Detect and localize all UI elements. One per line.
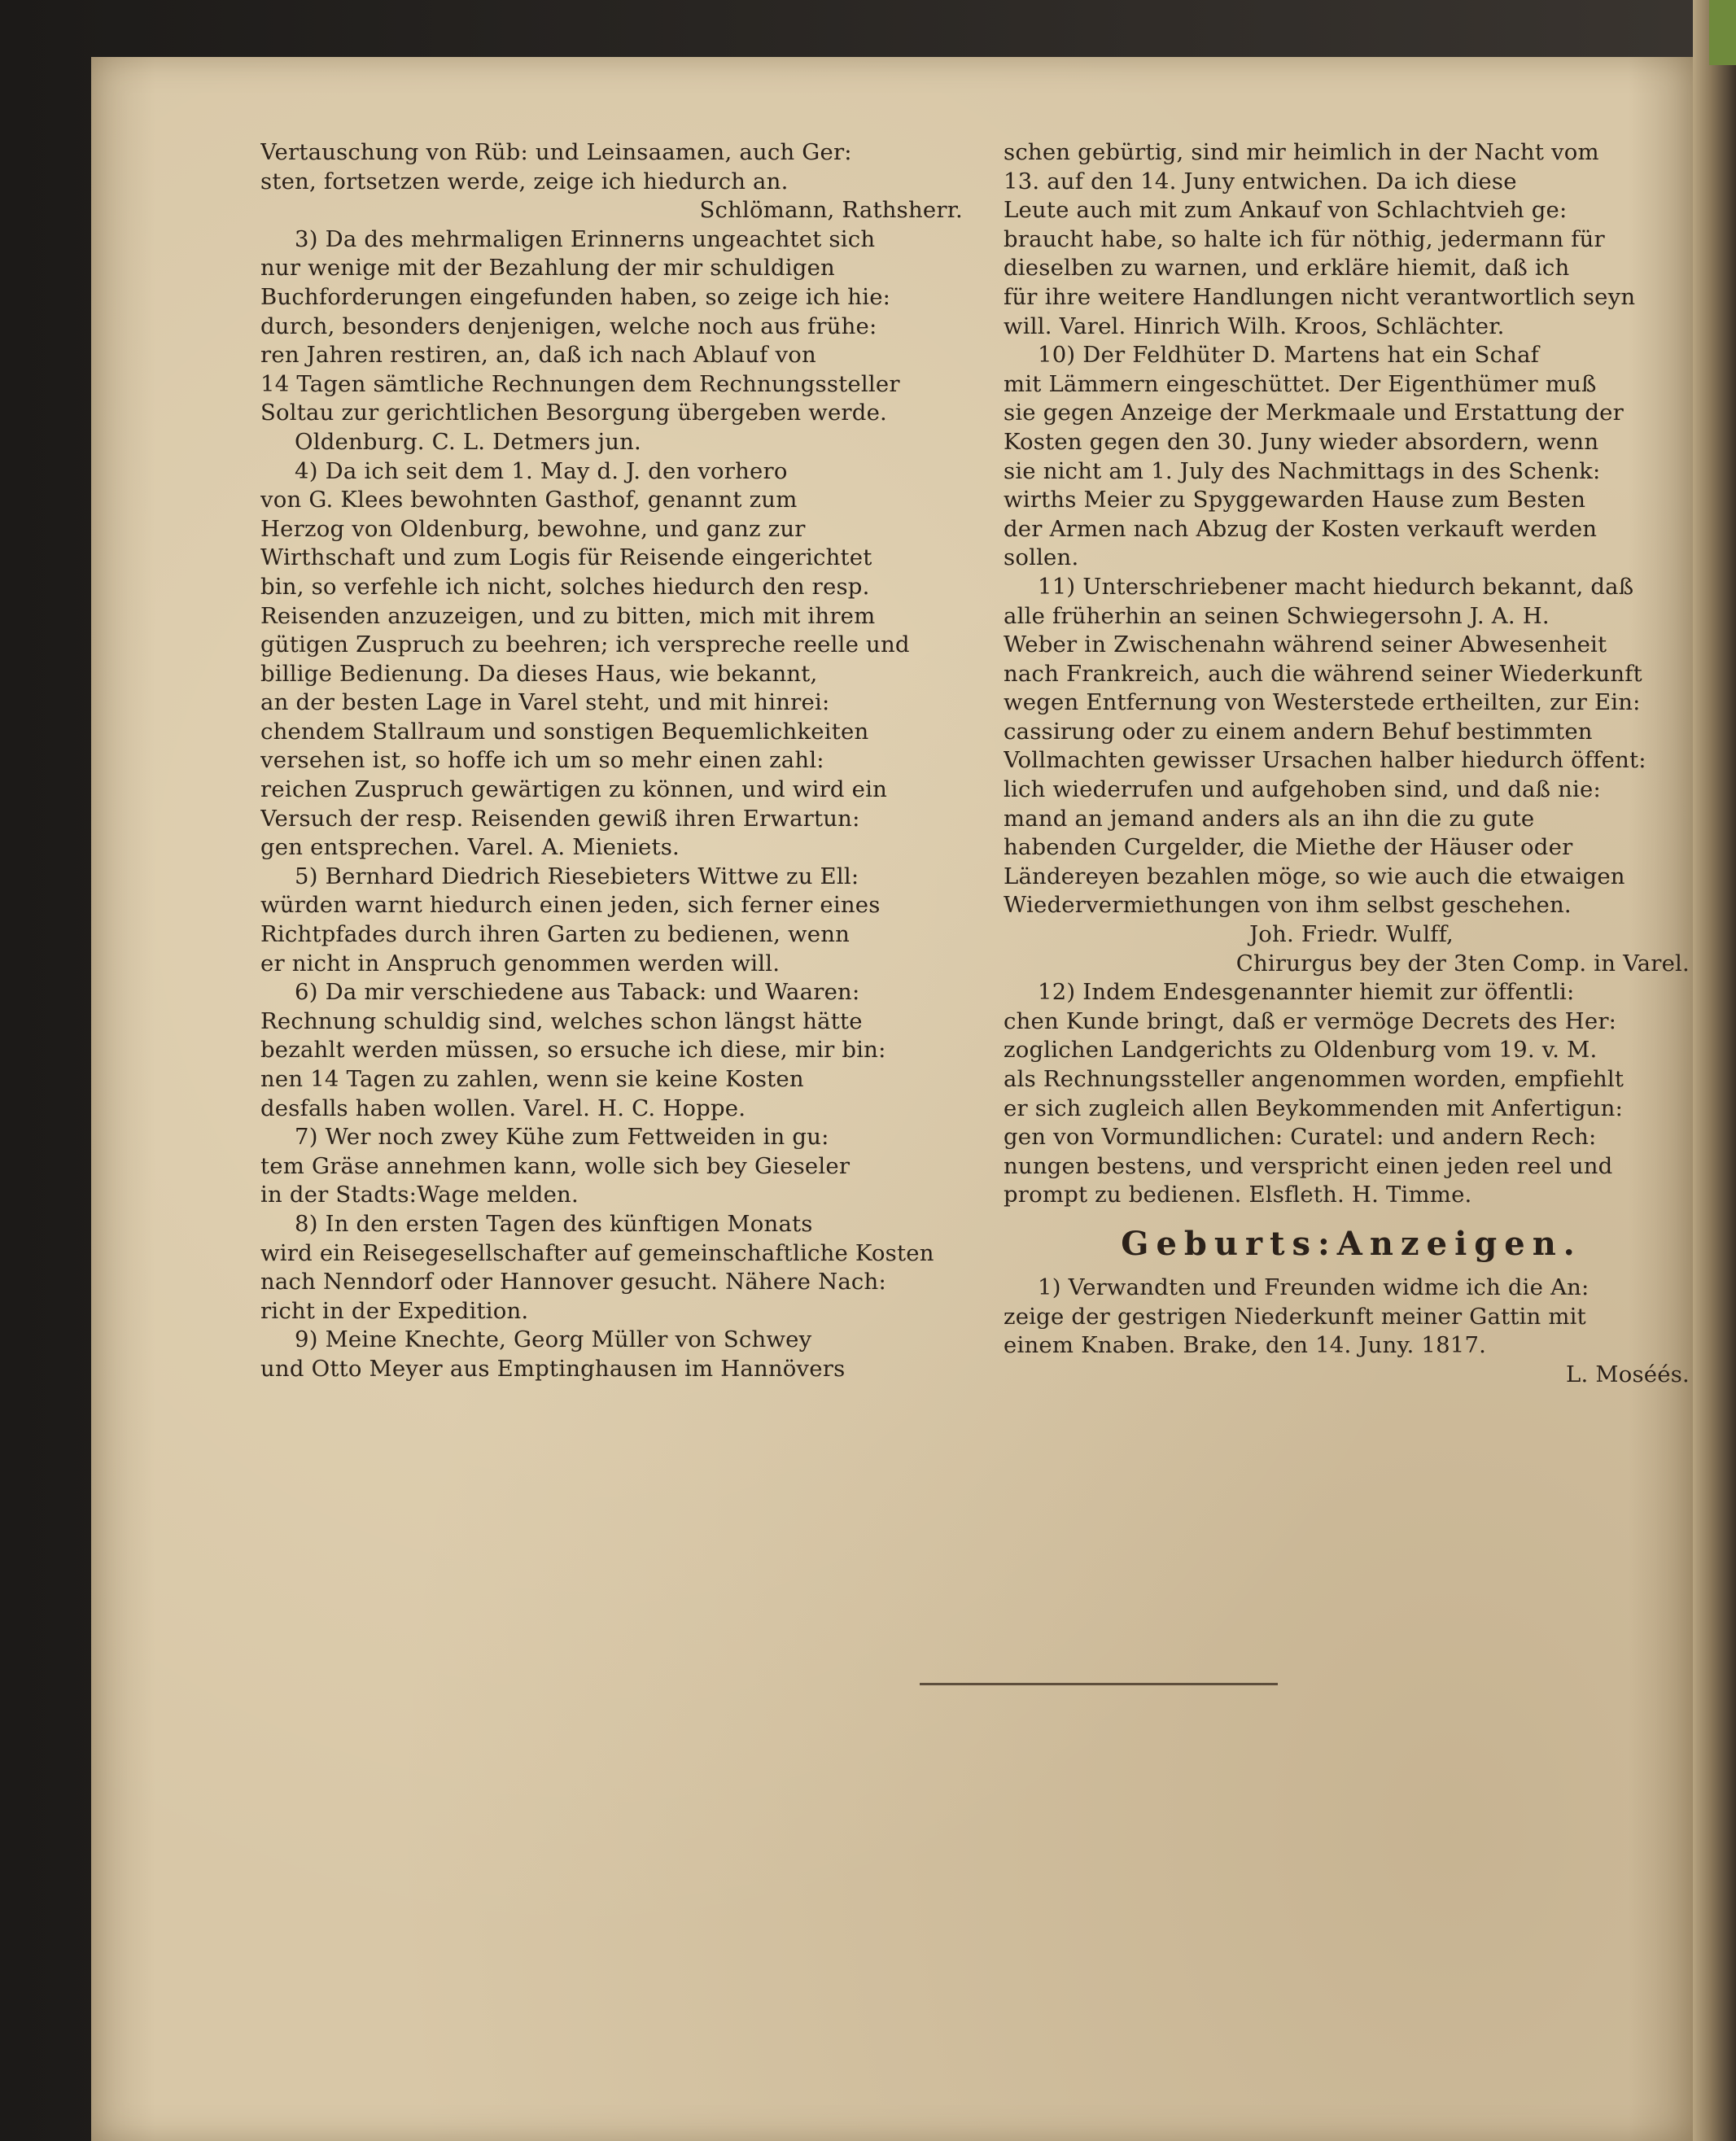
text-line: 8) In den ersten Tagen des künftigen Monats: [295, 1210, 813, 1237]
text-line: 9) Meine Knechte, Georg Müller von Schwey: [295, 1326, 812, 1353]
text-line: 5) Bernhard Diedrich Riesebieters Wittwe zu Ell:: [295, 863, 859, 889]
text-line: an der besten Lage in Varel steht, und mit hinrei:: [260, 689, 830, 716]
text-line: will. Varel. Hinrich Wilh. Kroos, Schlächter.: [1004, 312, 1505, 339]
text-line: gen entsprechen. Varel. A. Mieniets.: [260, 834, 680, 861]
text-line: 10) Der Feldhüter D. Martens hat ein Schaf: [1038, 342, 1540, 369]
text-line: 11) Unterschriebener macht hiedurch bekannt, daß: [1038, 573, 1634, 600]
text-line: nungen bestens, und verspricht einen jeden reel und: [1004, 1152, 1613, 1179]
text-line: prompt zu bedienen. Elsfleth. H. Timme.: [1004, 1182, 1472, 1208]
text-line: sollen.: [1004, 544, 1079, 571]
text-line: würden warnt hiedurch einen jeden, sich ferner eines: [260, 892, 881, 919]
text-line: bin, so verfehle ich nicht, solches hiedurch den resp.: [260, 573, 870, 600]
text-line: in der Stadts:Wage melden.: [260, 1182, 579, 1208]
text-line: braucht habe, so halte ich für nöthig, jedermann für: [1004, 225, 1605, 252]
text-line: mand an jemand anders als an ihn die zu gute: [1004, 805, 1535, 832]
text-line: Vollmachten gewisser Ursachen halber hiedurch öffent:: [1004, 747, 1646, 774]
text-line: Schlömann, Rathsherr.: [699, 197, 963, 224]
text-line: wird ein Reisegesellschafter auf gemeinschaftliche Kosten: [260, 1239, 934, 1266]
section-heading-births: Geburts:Anzeigen.: [1121, 1224, 1582, 1263]
text-line: 3) Da des mehrmaligen Erinnerns ungeachtet sich: [295, 225, 876, 252]
text-line: nach Nenndorf oder Hannover gesucht. Nähere Nach:: [260, 1269, 886, 1296]
text-line: habenden Curgelder, die Miethe der Häuser oder: [1004, 834, 1573, 861]
text-line: einem Knaben. Brake, den 14. Juny. 1817.: [1004, 1332, 1487, 1359]
text-line: Kosten gegen den 30. Juny wieder absordern, wenn: [1004, 428, 1599, 455]
text-line: für ihre weitere Handlungen nicht verantwortlich seyn: [1004, 283, 1636, 310]
text-line: sie nicht am 1. July des Nachmittags in des Schenk:: [1004, 457, 1601, 484]
text-line: chendem Stallraum und sonstigen Bequemlichkeiten: [260, 718, 869, 745]
text-line: tem Gräse annehmen kann, wolle sich bey Gieseler: [260, 1152, 851, 1179]
text-line: sie gegen Anzeige der Merkmaale und Erstattung der: [1004, 400, 1624, 426]
text-line: nach Frankreich, auch die während seiner Wiederkunft: [1004, 660, 1642, 687]
text-line: dieselben zu warnen, und erkläre hiemit, daß ich: [1004, 255, 1570, 282]
text-line: 13. auf den 14. Juny entwichen. Da ich diese: [1004, 168, 1517, 194]
text-line: von G. Klees bewohnten Gasthof, genannt zum: [260, 487, 798, 513]
text-line: Oldenburg. C. L. Detmers jun.: [295, 428, 641, 455]
text-line: Richtpfades durch ihren Garten zu bedienen, wenn: [260, 921, 851, 948]
text-line: wegen Entfernung von Westerstede ertheilten, zur Ein:: [1004, 689, 1641, 716]
text-line: Soltau zur gerichtlichen Besorgung übergeben werde.: [260, 400, 887, 426]
text-line: 12) Indem Endesgenannter hiemit zur öffentli:: [1038, 979, 1575, 1006]
right-text-column: [1004, 138, 1699, 1389]
text-line: chen Kunde bringt, daß er vermöge Decrets des Her:: [1004, 1007, 1617, 1034]
text-line: Vertauschung von Rüb: und Leinsaamen, auch Ger:: [260, 139, 852, 165]
text-line: 4) Da ich seit dem 1. May d. J. den vorhero: [295, 457, 788, 484]
binding-band: [1709, 0, 1736, 65]
text-line: Weber in Zwischenahn während seiner Abwesenheit: [1004, 631, 1607, 658]
text-line: er sich zugleich allen Beykommenden mit Anfertigun:: [1004, 1095, 1624, 1121]
text-line: versehen ist, so hoffe ich um so mehr einen zahl:: [260, 747, 824, 774]
text-line: desfalls haben wollen. Varel. H. C. Hoppe.: [260, 1095, 746, 1121]
text-line: bezahlt werden müssen, so ersuche ich diese, mir bin:: [260, 1037, 886, 1064]
text-line: Wiedervermiethungen von ihm selbst geschehen.: [1004, 892, 1572, 919]
text-line: zoglichen Landgerichts zu Oldenburg vom 19. v. M.: [1004, 1037, 1598, 1064]
text-line: Versuch der resp. Reisenden gewiß ihren Erwartun:: [260, 805, 860, 832]
text-line: mit Lämmern eingeschüttet. Der Eigenthümer muß: [1004, 370, 1597, 397]
text-line: er nicht in Anspruch genommen werden will.: [260, 950, 781, 977]
text-line: 6) Da mir verschiedene aus Taback: und Waaren:: [295, 979, 860, 1006]
text-line: L. Moséés.: [1566, 1361, 1690, 1387]
text-line: Ländereyen bezahlen möge, so wie auch die etwaigen: [1004, 863, 1625, 889]
text-line: schen gebürtig, sind mir heimlich in der Nacht vom: [1004, 139, 1599, 165]
text-line: Reisenden anzuzeigen, und zu bitten, mich mit ihrem: [260, 602, 876, 629]
text-line: wirths Meier zu Spyggewarden Hause zum Besten: [1004, 487, 1586, 513]
text-line: lich wiederrufen und aufgehoben sind, und daß nie:: [1004, 776, 1601, 803]
right-column-lines: [1004, 138, 1699, 1210]
text-line: Rechnung schuldig sind, welches schon längst hätte: [260, 1007, 863, 1034]
text-line: Wirthschaft und zum Logis für Reisende eingerichtet: [260, 544, 872, 571]
text-line: 1) Verwandten und Freunden widme ich die An:: [1038, 1274, 1590, 1300]
text-line: gen von Vormundlichen: Curatel: und andern Rech:: [1004, 1124, 1597, 1151]
text-line: sten, fortsetzen werde, zeige ich hiedurch an.: [260, 168, 789, 194]
text-line: zeige der gestrigen Niederkunft meiner Gattin mit: [1004, 1303, 1586, 1330]
text-line: als Rechnungssteller angenommen worden, empfiehlt: [1004, 1066, 1624, 1092]
text-line: Leute auch mit zum Ankauf von Schlachtvieh ge:: [1004, 197, 1568, 224]
text-line: gütigen Zuspruch zu beehren; ich verspreche reelle und: [260, 631, 910, 658]
text-line: der Armen nach Abzug der Kosten verkauft werden: [1004, 515, 1598, 542]
text-line: Joh. Friedr. Wulff,: [1249, 921, 1454, 948]
text-line: und Otto Meyer aus Emptinghausen im Hannövers: [260, 1355, 846, 1382]
section-divider-rule: [920, 1683, 1278, 1685]
birth-notice-lines: [1004, 1274, 1699, 1389]
left-text-column: [260, 138, 973, 1384]
text-line: ren Jahren restiren, an, daß ich nach Ablauf von: [260, 342, 816, 369]
text-line: billige Bedienung. Da dieses Haus, wie bekannt,: [260, 660, 818, 687]
text-line: nen 14 Tagen zu zahlen, wenn sie keine Kosten: [260, 1066, 804, 1092]
text-line: Herzog von Oldenburg, bewohne, und ganz zur: [260, 515, 806, 542]
text-line: alle früherhin an seinen Schwiegersohn J. A. H.: [1004, 602, 1550, 629]
text-line: richt in der Expedition.: [260, 1297, 529, 1324]
text-line: cassirung oder zu einem andern Behuf bestimmten: [1004, 718, 1593, 745]
text-line: Buchforderungen eingefunden haben, so zeige ich hie:: [260, 283, 891, 310]
text-line: durch, besonders denjenigen, welche noch aus frühe:: [260, 312, 877, 339]
text-line: 14 Tagen sämtliche Rechnungen dem Rechnungssteller: [260, 370, 900, 397]
text-line: 7) Wer noch zwey Kühe zum Fettweiden in gu:: [295, 1124, 829, 1151]
text-line: reichen Zuspruch gewärtigen zu können, und wird ein: [260, 776, 888, 803]
text-line: Chirurgus bey der 3ten Comp. in Varel.: [1235, 950, 1690, 977]
text-line: nur wenige mit der Bezahlung der mir schuldigen: [260, 255, 835, 282]
